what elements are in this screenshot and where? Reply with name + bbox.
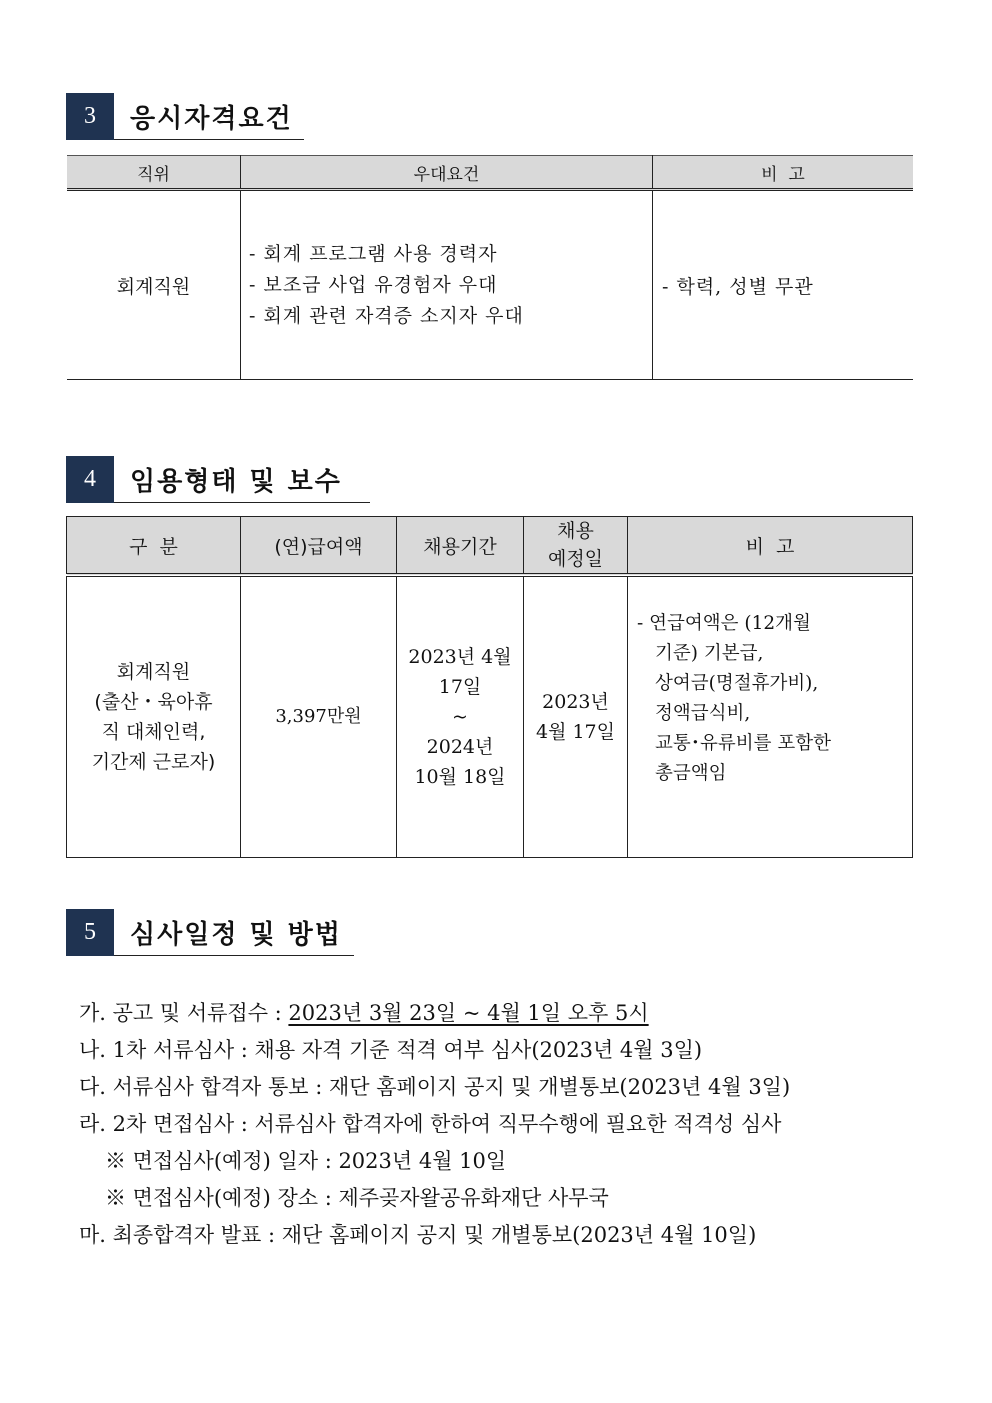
schedule-list	[79, 995, 790, 1254]
period-line: 10월 18일	[414, 766, 506, 788]
note-line: 상여금(명절휴가비),	[655, 673, 819, 694]
category-line: 직 대체인력,	[101, 721, 206, 743]
note-line: 총금액임	[655, 763, 727, 784]
period-line: 17일	[438, 676, 482, 698]
start-date-line: 4월 17일	[535, 721, 615, 743]
note-line: 기준) 기본급,	[655, 643, 764, 664]
position-cell: 회계직원	[67, 190, 241, 380]
header-category: 구 분	[67, 517, 241, 576]
header-period: 채용기간	[397, 517, 524, 576]
header-preference: 우대요건	[241, 156, 653, 190]
salary-cell: 3,397만원	[241, 575, 397, 858]
header-salary: (연)급여액	[241, 517, 397, 576]
header-start-date: 채용 예정일	[524, 517, 628, 576]
section-3-number: 3	[66, 93, 114, 140]
period-line: 2024년	[426, 736, 494, 758]
note-line: - 연급여액은 (12개월	[637, 613, 811, 634]
header-position: 직위	[67, 156, 241, 190]
period-cell	[397, 575, 524, 858]
header-remarks: 비 고	[628, 517, 913, 576]
schedule-item-b: 나. 1차 서류심사 : 채용 자격 기준 적격 여부 심사(2023년 4월 3일)	[79, 1038, 703, 1062]
preference-item: - 회계 프로그램 사용 경력자	[249, 242, 498, 265]
schedule-item-d-date: ※ 면접심사(예정) 일자 : 2023년 4월 10일	[105, 1149, 507, 1173]
section-3-title: 응시자격요건	[114, 93, 304, 140]
category-line: 회계직원	[116, 661, 191, 683]
remarks-cell: - 학력, 성별 무관	[653, 190, 914, 380]
section-4-number: 4	[66, 456, 114, 503]
category-line: 기간제 근로자)	[91, 751, 216, 773]
schedule-a-date: 2023년 3월 23일 ~ 4월 1일 오후 5시	[288, 1001, 649, 1025]
start-date-line: 2023년	[542, 691, 609, 713]
section-5-title: 심사일정 및 방법	[114, 909, 354, 956]
period-line: ~	[452, 706, 468, 728]
preference-item: - 회계 관련 자격증 소지자 우대	[249, 304, 524, 327]
note-line: 교통･유류비를 포함한	[655, 733, 831, 754]
schedule-item-d-place: ※ 면접심사(예정) 장소 : 제주곶자왈공유화재단 사무국	[105, 1186, 609, 1210]
section-5-header	[66, 909, 354, 956]
section-4-title: 임용형태 및 보수	[114, 456, 370, 503]
salary-note-cell	[628, 575, 913, 858]
category-line: (출산・육아휴	[94, 691, 213, 713]
schedule-item-d: 라. 2차 면접심사 : 서류심사 합격자에 한하여 직무수행에 필요한 적격성 심사	[79, 1112, 782, 1136]
qualification-table	[67, 155, 913, 380]
schedule-item-c: 다. 서류심사 합격자 통보 : 재단 홈페이지 공지 및 개별통보(2023년 4월 3일)	[79, 1075, 791, 1099]
preference-item: - 보조금 사업 유경험자 우대	[249, 273, 498, 296]
header-remarks: 비 고	[653, 156, 914, 190]
section-4-header	[66, 456, 370, 503]
section-3-header	[66, 93, 304, 140]
employment-table	[66, 516, 913, 858]
schedule-a-label: 가. 공고 및 서류접수 :	[79, 1001, 289, 1025]
category-cell	[67, 575, 241, 858]
section-5-number: 5	[66, 909, 114, 956]
schedule-item-e: 마. 최종합격자 발표 : 재단 홈페이지 공지 및 개별통보(2023년 4월 10일)	[79, 1223, 757, 1247]
period-line: 2023년 4월	[408, 646, 512, 668]
schedule-item-a	[79, 995, 790, 1032]
start-date-cell	[524, 575, 628, 858]
preference-cell	[241, 190, 653, 380]
note-line: 정액급식비,	[655, 703, 751, 724]
